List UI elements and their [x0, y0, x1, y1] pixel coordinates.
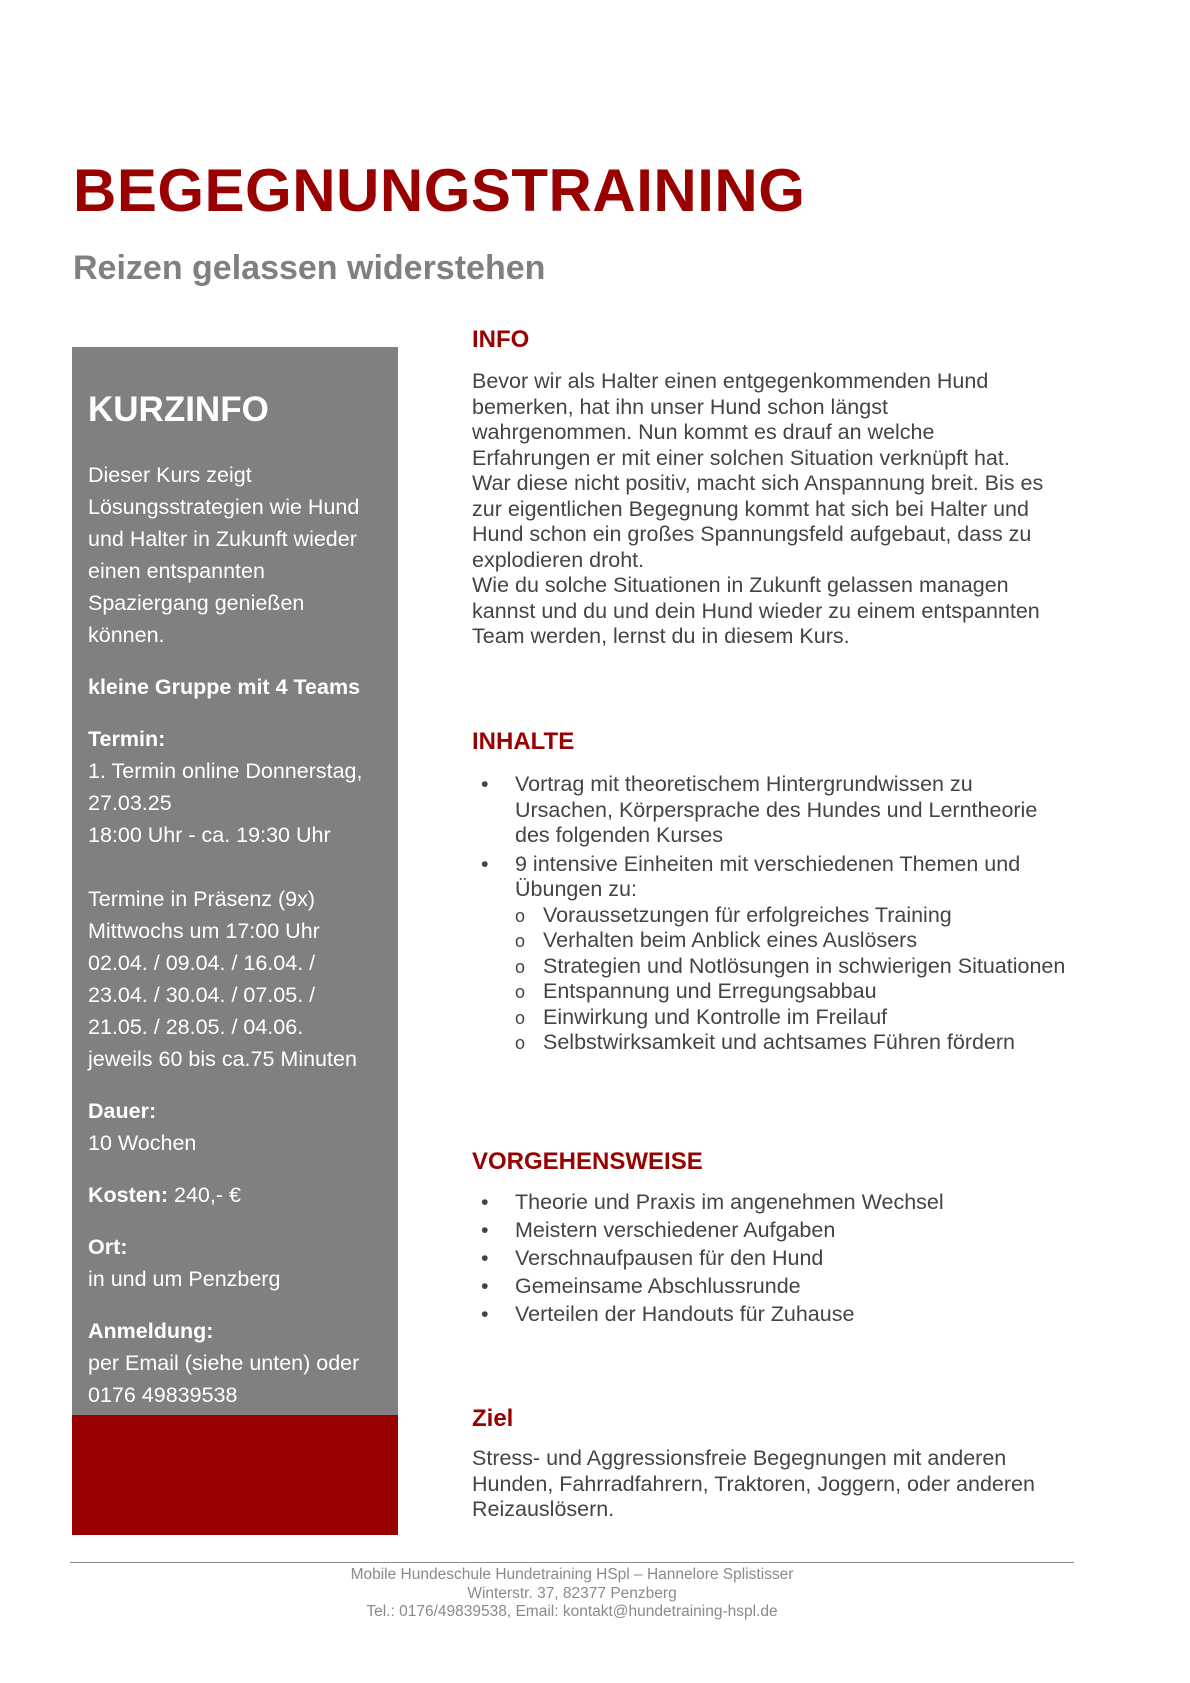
footer-contact: Tel.: 0176/49839538, Email: kontakt@hundetraining-hspl.de: [366, 1603, 778, 1620]
anmeldung-label: Anmeldung:: [88, 1319, 214, 1343]
ziel-text: Stress- und Aggressionsfreie Begegnungen mit anderen Hunden, Fahrradfahrern, Traktoren, Joggern, oder anderen Reizauslösern.: [472, 1446, 1035, 1521]
footer-address: Winterstr. 37, 82377 Penzberg: [467, 1584, 677, 1602]
sub-list-item: [515, 1030, 1072, 1056]
page-title: BEGEGNUNGSTRAINING: [73, 157, 806, 224]
anmeldung-text: per Email (siehe unten) oder 0176 49839538: [88, 1351, 360, 1407]
page-subtitle: Reizen gelassen widerstehen: [73, 249, 546, 287]
kosten-block: [88, 1179, 383, 1211]
list-item: [472, 1190, 1072, 1216]
footer-company: Mobile Hundeschule Hundetraining HSpl – Hannelore Splistisser: [350, 1566, 794, 1583]
bullet-icon: •: [481, 1302, 489, 1326]
list-item-text: Verteilen der Handouts für Zuhause: [515, 1302, 855, 1326]
info-text: Bevor wir als Halter einen entgegenkommenden Hund bemerken, hat ihn unser Hund schon längst wahrgenommen. Nun kommt es drauf an welche Erfahrungen er mit einer solchen Situation verknüpft hat. War diese nicht positiv, macht sich Anspannung breit. Bis es zur eigentlichen Begegnung kommt hat sich bei Halter und Hund schon ein großes Spannungsfeld aufgebaut, dass zu explodieren droht. Wie du solche Situationen in Zukunft gelassen managen kannst und du und dein Hund wieder zu einem entspannten Team werden, lernst du in diesem Kurs.: [472, 369, 1044, 648]
list-item-text: 9 intensive Einheiten mit verschiedenen Themen und Übungen zu:: [515, 851, 1021, 901]
list-item: [472, 1302, 1072, 1328]
sub-list-item: [515, 979, 1072, 1005]
sidebar-accent-block: [72, 1415, 398, 1535]
ort-label: Ort:: [88, 1235, 128, 1259]
list-item-text: Gemeinsame Abschlussrunde: [515, 1274, 801, 1298]
sub-list-item-text: Entspannung und Erregungsabbau: [543, 979, 877, 1003]
inhalte-heading: INHALTE: [472, 728, 575, 755]
list-item: [472, 772, 1072, 849]
sub-list-item-text: Einwirkung und Kontrolle im Freilauf: [543, 1004, 888, 1029]
sub-list-item-text: Strategien und Notlösungen in schwierigen Situationen: [543, 953, 1066, 978]
list-item-text: Vortrag mit theoretischem Hintergrundwissen zu Ursachen, Körpersprache des Hundes und Lerntheorie des folgenden Kurses: [515, 772, 1038, 847]
dauer-text: 10 Wochen: [88, 1131, 197, 1155]
sub-list-item: [515, 928, 1072, 954]
dauer-block: [88, 1095, 383, 1159]
sub-list-item-text: Verhalten beim Anblick eines Auslösers: [543, 928, 918, 952]
circle-bullet-icon: o: [515, 931, 526, 951]
sub-list-item: [515, 1005, 1072, 1031]
vorgehensweise-list: [472, 1190, 1072, 1330]
inhalte-sublist: [515, 903, 1072, 1056]
bullet-icon: •: [481, 1190, 489, 1214]
ort-text: in und um Penzberg: [88, 1267, 281, 1291]
kurzinfo-intro: Dieser Kurs zeigt Lösungsstrategien wie Hund und Halter in Zukunft wieder einen entspannten Spaziergang genießen können.: [88, 463, 360, 647]
list-item: [472, 1218, 1072, 1244]
list-item-text: Meistern verschiedener Aufgaben: [515, 1218, 836, 1242]
bullet-icon: •: [481, 1274, 489, 1298]
list-item-text: Verschnaufpausen für den Hund: [515, 1246, 824, 1270]
info-heading: INFO: [472, 326, 530, 353]
circle-bullet-icon: o: [515, 905, 526, 926]
bullet-icon: •: [481, 851, 489, 876]
bullet-icon: •: [481, 1218, 489, 1242]
inhalte-list: [472, 772, 1072, 1056]
kosten-text: 240,- €: [168, 1183, 241, 1207]
kosten-label: Kosten:: [88, 1183, 169, 1207]
sub-list-item-text: Voraussetzungen für erfolgreiches Training: [543, 902, 952, 927]
anmeldung-block: [88, 1315, 383, 1411]
sub-list-item: [515, 954, 1072, 980]
dauer-label: Dauer:: [88, 1099, 157, 1123]
kurzinfo-sidebar: [72, 347, 398, 1415]
group-size: kleine Gruppe mit 4 Teams: [88, 675, 361, 699]
circle-bullet-icon: o: [515, 1033, 526, 1053]
termin-label: Termin:: [88, 727, 166, 751]
circle-bullet-icon: o: [515, 956, 526, 977]
vorgehensweise-heading: VORGEHENSWEISE: [472, 1148, 703, 1175]
ziel-heading: Ziel: [472, 1405, 514, 1432]
page-footer: [70, 1566, 1074, 1622]
termin-block: [88, 723, 383, 1075]
footer-divider: [70, 1562, 1074, 1563]
kurzinfo-heading: KURZINFO: [88, 390, 269, 429]
list-item: [472, 852, 1072, 1056]
list-item: [472, 1274, 1072, 1300]
termin-text: 1. Termin online Donnerstag, 27.03.25 18:00 Uhr - ca. 19:30 Uhr Termine in Präsenz (9x) Mittwochs um 17:00 Uhr 02.04. / 09.04. / 16.04. / 23.04. / 30.04. / 07.05. / 21.05. / 28.05. / 04.06. jeweils 60 bis ca.75 Minuten: [88, 759, 363, 1071]
circle-bullet-icon: o: [515, 982, 526, 1002]
list-item-text: Theorie und Praxis im angenehmen Wechsel: [515, 1190, 944, 1214]
ort-block: [88, 1231, 383, 1295]
bullet-icon: •: [481, 772, 489, 796]
circle-bullet-icon: o: [515, 1007, 526, 1028]
sub-list-item-text: Selbstwirksamkeit und achtsames Führen fördern: [543, 1030, 1016, 1054]
bullet-icon: •: [481, 1246, 489, 1270]
list-item: [472, 1246, 1072, 1272]
sub-list-item: [515, 903, 1072, 929]
